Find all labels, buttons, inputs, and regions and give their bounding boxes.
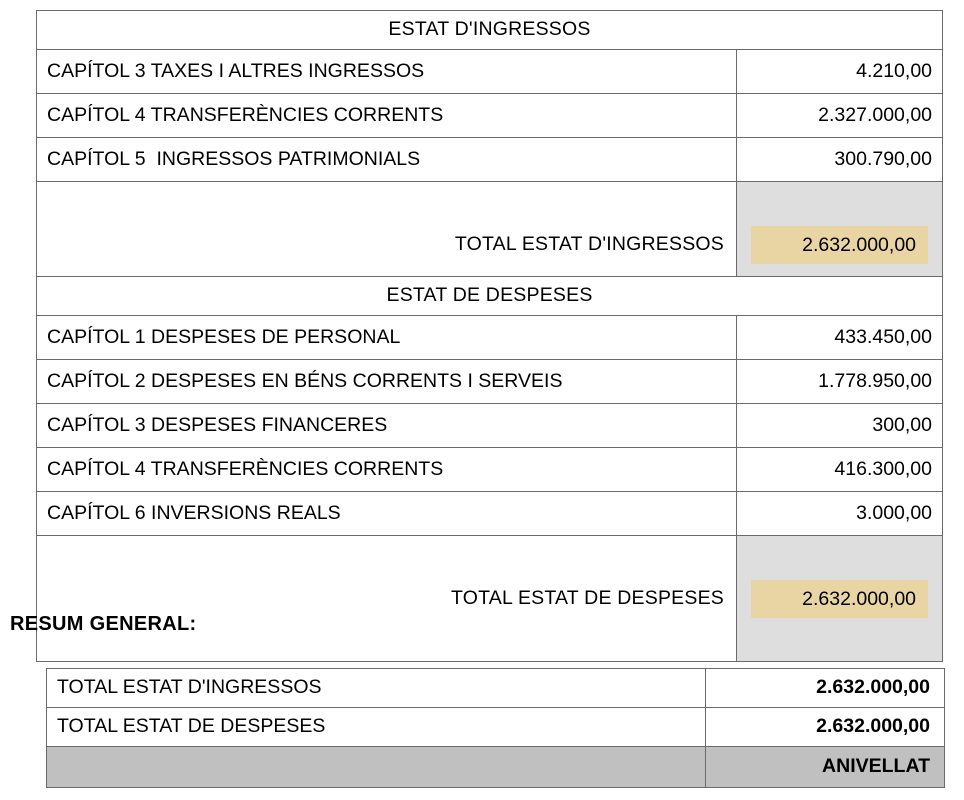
table-title-ingressos: ESTAT D'INGRESSOS: [37, 11, 943, 50]
table-row: [47, 708, 945, 747]
table-row: [37, 448, 943, 492]
row-value-capitol-1-despeses: 433.450,00: [737, 316, 943, 360]
row-label-capitol-3-ingressos: CAPÍTOL 3 TAXES I ALTRES INGRESSOS: [37, 50, 737, 94]
row-label-capitol-4-despeses: CAPÍTOL 4 TRANSFERÈNCIES CORRENTS: [37, 448, 737, 492]
table-row: [37, 94, 943, 138]
row-value-capitol-5-ingressos: 300.790,00: [737, 138, 943, 182]
row-value-capitol-3-ingressos: 4.210,00: [737, 50, 943, 94]
row-label-capitol-3-despeses: CAPÍTOL 3 DESPESES FINANCERES: [37, 404, 737, 448]
row-value-capitol-6-despeses: 3.000,00: [737, 492, 943, 536]
total-value-cell-despeses: [737, 536, 943, 662]
table-row: [37, 138, 943, 182]
table-row: [37, 50, 943, 94]
table-row: [37, 492, 943, 536]
table-row: [37, 360, 943, 404]
total-label-ingressos: TOTAL ESTAT D'INGRESSOS: [37, 182, 737, 308]
row-label-capitol-6-despeses: CAPÍTOL 6 INVERSIONS REALS: [37, 492, 737, 536]
resum-label-total-ingressos: TOTAL ESTAT D'INGRESSOS: [47, 669, 706, 708]
table-row: [37, 316, 943, 360]
resum-value-total-despeses: 2.632.000,00: [706, 708, 945, 747]
table-header-row: [37, 11, 943, 50]
row-value-capitol-3-despeses: 300,00: [737, 404, 943, 448]
resum-general-heading: RESUM GENERAL:: [10, 613, 197, 635]
table-estat-despeses: [36, 276, 943, 662]
table-title-despeses: ESTAT DE DESPESES: [37, 277, 943, 316]
row-label-capitol-5-ingressos: CAPÍTOL 5 INGRESSOS PATRIMONIALS: [37, 138, 737, 182]
table-estat-ingressos: [36, 10, 943, 308]
total-value-ingressos: 2.632.000,00: [751, 226, 928, 264]
row-label-capitol-2-despeses: CAPÍTOL 2 DESPESES EN BÉNS CORRENTS I SERVEIS: [37, 360, 737, 404]
total-value-despeses: 2.632.000,00: [751, 580, 928, 618]
row-value-capitol-4-ingressos: 2.327.000,00: [737, 94, 943, 138]
row-label-capitol-4-ingressos: CAPÍTOL 4 TRANSFERÈNCIES CORRENTS: [37, 94, 737, 138]
total-row-despeses: [37, 536, 943, 662]
table-resum-general: [46, 668, 945, 788]
row-value-capitol-4-despeses: 416.300,00: [737, 448, 943, 492]
table-header-row: [37, 277, 943, 316]
table-row: [47, 669, 945, 708]
row-label-capitol-1-despeses: CAPÍTOL 1 DESPESES DE PERSONAL: [37, 316, 737, 360]
resum-result-row: [47, 747, 945, 788]
resum-value-total-ingressos: 2.632.000,00: [706, 669, 945, 708]
resum-result-value: ANIVELLAT: [706, 747, 945, 788]
table-row: [37, 404, 943, 448]
resum-result-label: [47, 747, 706, 788]
resum-label-total-despeses: TOTAL ESTAT DE DESPESES: [47, 708, 706, 747]
row-value-capitol-2-despeses: 1.778.950,00: [737, 360, 943, 404]
total-label-despeses: TOTAL ESTAT DE DESPESES: [37, 536, 737, 662]
